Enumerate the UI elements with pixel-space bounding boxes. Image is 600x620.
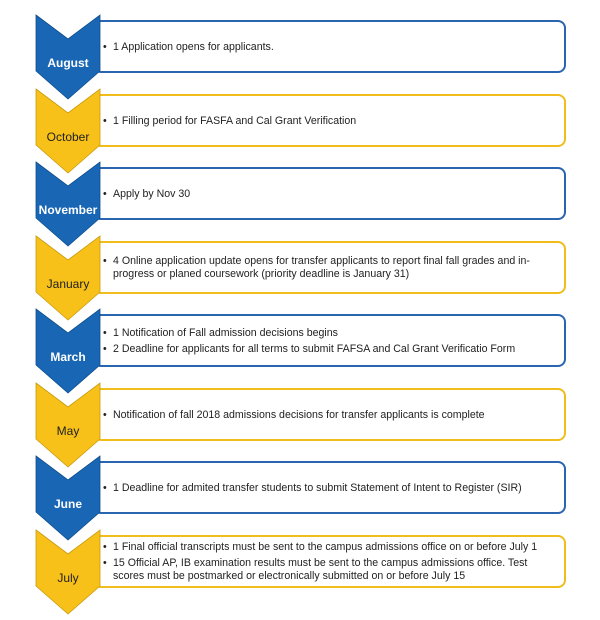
timeline-row-november xyxy=(0,162,600,237)
event-list xyxy=(103,255,556,281)
month-chevron xyxy=(36,456,100,541)
event-list xyxy=(103,327,556,356)
event-card xyxy=(93,388,566,441)
month-label: November xyxy=(38,203,98,217)
event-card xyxy=(93,461,566,514)
event-item: • 4 Online application update opens for transfer applicants to report final fall grades and in-progress or planed coursework (priority deadline is January 31) xyxy=(103,255,556,281)
event-card xyxy=(93,94,566,147)
timeline-row-may xyxy=(0,383,600,458)
month-label: August xyxy=(47,56,89,70)
month-label: May xyxy=(56,423,80,438)
event-card xyxy=(93,167,566,220)
event-item: • 15 Official AP, IB examination results must be sent to the campus admissions office. Test scores must be postmarked or electronically submitted on or before July 15 xyxy=(103,557,556,583)
month-label: July xyxy=(57,570,79,585)
event-card xyxy=(93,20,566,73)
timeline-row-october xyxy=(0,89,600,164)
month-label: June xyxy=(53,497,82,511)
month-label: March xyxy=(50,350,86,364)
month-chevron xyxy=(36,236,100,321)
timeline-row-june xyxy=(0,456,600,531)
month-label: January xyxy=(46,276,90,291)
event-item: • 1 Deadline for admited transfer students to submit Statement of Intent to Register (SIR) xyxy=(103,482,556,495)
timeline-row-march xyxy=(0,309,600,384)
timeline-row-august xyxy=(0,15,600,90)
event-card xyxy=(93,241,566,294)
event-list xyxy=(103,482,556,495)
event-list xyxy=(103,409,556,422)
month-chevron xyxy=(36,530,100,615)
event-item: • 1 Final official transcripts must be sent to the campus admissions office on or before July 1 xyxy=(103,541,556,554)
month-label: October xyxy=(46,129,90,144)
event-item: • 1 Application opens for applicants. xyxy=(103,41,556,54)
month-chevron xyxy=(36,309,100,394)
month-chevron xyxy=(36,162,100,247)
event-card xyxy=(93,535,566,588)
event-item: • Apply by Nov 30 xyxy=(103,188,556,201)
month-chevron xyxy=(36,15,100,100)
event-list xyxy=(103,41,556,54)
event-card xyxy=(93,314,566,367)
event-item: • 1 Filling period for FASFA and Cal Grant Verification xyxy=(103,115,556,128)
month-chevron xyxy=(36,383,100,468)
timeline-row-july xyxy=(0,530,600,605)
event-item: • 2 Deadline for applicants for all terms to submit FAFSA and Cal Grant Verificatio Form xyxy=(103,343,556,356)
timeline-row-january xyxy=(0,236,600,311)
event-list xyxy=(103,188,556,201)
event-list xyxy=(103,115,556,128)
event-list xyxy=(103,541,556,583)
event-item: • 1 Notification of Fall admission decisions begins xyxy=(103,327,556,340)
event-item: • Notification of fall 2018 admissions decisions for transfer applicants is complete xyxy=(103,409,556,422)
month-chevron xyxy=(36,89,100,174)
